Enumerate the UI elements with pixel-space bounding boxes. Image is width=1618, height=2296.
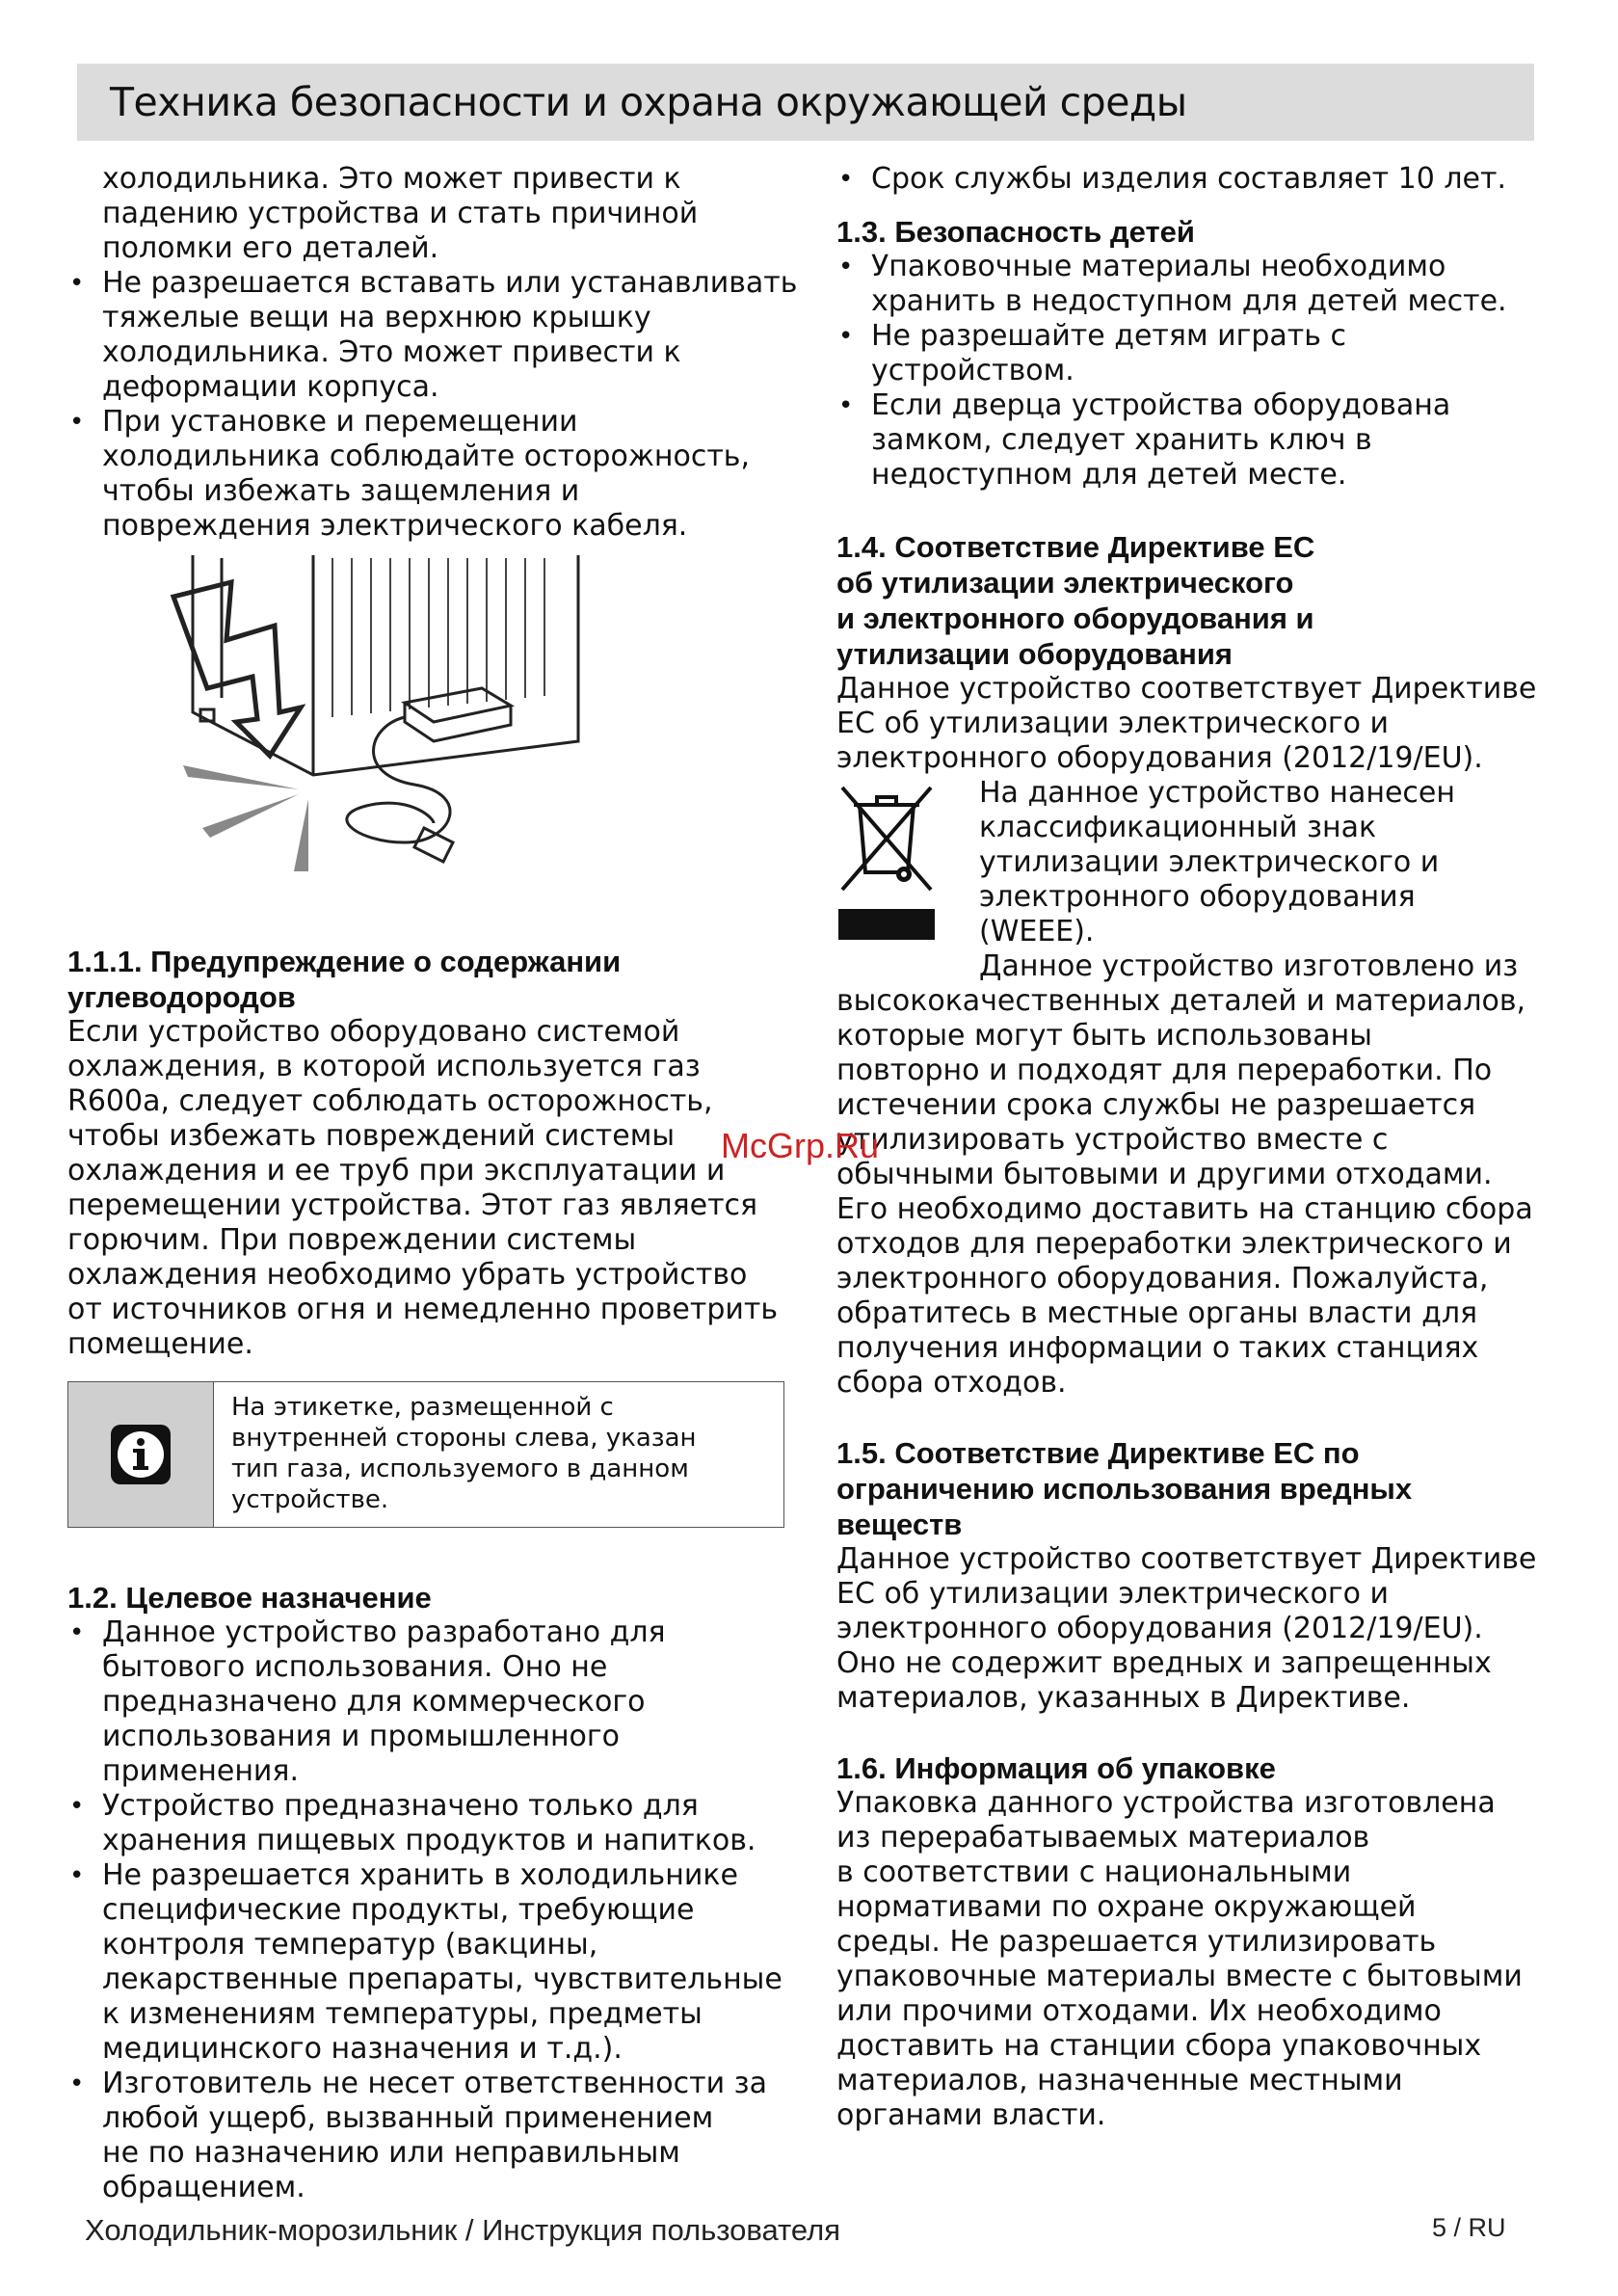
text-line: Упаковка данного устройства изготовлена	[836, 1786, 1496, 1820]
text-line: предназначено для коммерческого	[102, 1685, 646, 1719]
text-line: любой ущерб, вызванный применением	[102, 2101, 714, 2135]
list-item	[67, 1615, 800, 1789]
text-line: тяжелые вещи на верхнюю крышку	[102, 301, 651, 334]
cable-warning-illustration	[164, 553, 617, 886]
text-line: Его необходимо доставить на станцию сбора	[836, 1192, 1533, 1226]
text-line: нормативами по охране окружающей	[836, 1890, 1417, 1924]
section-1-5	[836, 1435, 1546, 1716]
title-line: 1.5. Соответствие Директиве ЕС по	[836, 1436, 1360, 1470]
text-line: упаковочные материалы вместе с бытовыми	[836, 1960, 1523, 1993]
page-number: 5 / RU	[1432, 2213, 1506, 2242]
title-line: 1.4. Соответствие Директиве ЕС	[836, 530, 1315, 564]
text-line: Данное устройство соответствует Директиве	[836, 1542, 1537, 1576]
section-1-2	[67, 1580, 800, 2205]
list-item	[836, 388, 1546, 493]
text-line: ЕС об утилизации электрического и	[836, 1577, 1390, 1611]
text-line: • Не разрешайте детям играть с	[871, 319, 1346, 353]
text-line: • Не разрешается вставать или устанавливать	[102, 266, 798, 300]
text-line: поломки его деталей.	[102, 231, 439, 265]
section-1-4	[836, 529, 1546, 1401]
text-line: устройством.	[871, 354, 1074, 387]
text-line: холодильника соблюдайте осторожность,	[102, 440, 751, 473]
text-line: использования и промышленного	[102, 1720, 621, 1753]
text-line: контроля температур (вакцины,	[102, 1928, 598, 1962]
text-line: высококачественных деталей и материалов,	[836, 984, 1526, 1018]
text-line: сбора отходов.	[836, 1366, 1067, 1400]
title-line: ограничению использования вредных	[836, 1472, 1413, 1506]
page-header	[77, 64, 1534, 141]
continued-text	[67, 162, 800, 266]
text-line: помещение.	[67, 1327, 253, 1361]
text-line: внутренней стороны слева, указан	[231, 1424, 697, 1453]
text-line: • Устройство предназначено только для	[102, 1789, 699, 1823]
section-1-1-1	[67, 944, 800, 1362]
text-line: охлаждения необходимо убрать устройство	[67, 1258, 748, 1292]
text-line: медицинского назначения и т.д.).	[102, 2032, 623, 2066]
list-item	[67, 2067, 800, 2205]
text-line: электронного оборудования. Пожалуйста,	[836, 1262, 1489, 1295]
text-line: замком, следует хранить ключ в	[871, 423, 1372, 457]
right-column	[836, 162, 1546, 2133]
text-line: холодильника. Это может привести к	[102, 162, 681, 196]
text-line: или прочими отходами. Их необходимо	[836, 1994, 1442, 2028]
list-item	[67, 1858, 800, 2067]
info-box	[67, 1381, 784, 1528]
text-line: охлаждения, в которой используется газ	[67, 1050, 701, 1083]
text-line: перемещении устройства. Этот газ является	[67, 1188, 758, 1222]
text-line: лекарственные препараты, чувствительные	[102, 1962, 782, 1996]
list-item	[67, 1789, 800, 1858]
text-line: повреждения электрического кабеля.	[102, 509, 688, 543]
text-line: применения.	[102, 1754, 300, 1788]
text-line: не по назначению или неправильным	[102, 2136, 680, 2170]
list-item	[836, 250, 1546, 319]
info-text	[214, 1382, 714, 1527]
text-line: электронного оборудования	[979, 880, 1416, 914]
section-title: 1.3. Безопасность детей	[836, 215, 1195, 249]
text-line: хранения пищевых продуктов и напитков.	[102, 1824, 756, 1857]
text-line: обычными бытовыми и другими отходами.	[836, 1158, 1493, 1191]
text-line: Оно не содержит вредных и запрещенных	[836, 1646, 1492, 1680]
text-line: получения информации о таких станциях	[836, 1331, 1479, 1365]
list-item	[67, 266, 800, 405]
text-line: в соответствии с национальными	[836, 1855, 1352, 1889]
weee-icon-cell	[836, 776, 979, 984]
crossed-bin-icon	[836, 776, 937, 949]
section-body	[67, 1015, 800, 1362]
text-line: • Не разрешается хранить в холодильнике	[102, 1858, 738, 1892]
text-line: устройстве.	[231, 1485, 389, 1514]
title-line: об утилизации электрического	[836, 566, 1294, 600]
text-line: материалов, назначенные местными	[836, 2064, 1403, 2097]
text-line: тип газа, используемого в данном	[231, 1455, 689, 1483]
list-item	[836, 319, 1546, 388]
text-line: горючим. При повреждении системы	[67, 1223, 637, 1257]
text-line: ЕС об утилизации электрического и	[836, 707, 1390, 740]
text-line: чтобы избежать защемления и	[102, 474, 580, 508]
text-line: материалов, указанных в Директиве.	[836, 1681, 1411, 1715]
section-title	[836, 529, 1546, 672]
text-line: специфические продукты, требующие	[102, 1893, 695, 1927]
left-column	[67, 162, 800, 2205]
weee-text	[979, 776, 1518, 984]
text-line: электронного оборудования (2012/19/EU).	[836, 741, 1483, 775]
bullet-list-top	[836, 162, 1546, 197]
bullet-list	[836, 250, 1546, 493]
text-line: холодильника. Это может привести к	[102, 335, 681, 369]
text-line: утилизации электрического и	[979, 845, 1440, 879]
text-line: (WEEE).	[979, 915, 1095, 948]
text-line: деформации корпуса.	[102, 370, 439, 404]
section-title	[836, 1435, 1546, 1542]
section-1-6	[836, 1750, 1546, 2133]
text-line: хранить в недоступном для детей месте.	[871, 284, 1507, 318]
text-line: чтобы избежать повреждений системы	[67, 1119, 676, 1153]
title-line: и электронного оборудования и	[836, 601, 1314, 635]
text-line: недоступном для детей месте.	[871, 458, 1347, 492]
text-line: повторно и подходят для переработки. По	[836, 1054, 1493, 1087]
title-line: 1.1.1. Предупреждение о содержании	[67, 945, 622, 978]
text-line: классификационный знак	[979, 811, 1377, 844]
text-line: Данное устройство изготовлено из	[979, 949, 1519, 983]
watermark: McGrp.Ru	[721, 1126, 880, 1165]
text-line: Если устройство оборудовано системой	[67, 1015, 680, 1049]
text-line: • Если дверца устройства оборудована	[871, 388, 1451, 422]
section-1-3	[836, 214, 1546, 493]
text-line: бытового использования. Оно не	[102, 1650, 608, 1684]
list-item	[67, 405, 800, 544]
weee-block	[836, 776, 1546, 984]
section-title: 1.6. Информация об упаковке	[836, 1751, 1276, 1785]
text-line: утилизировать устройство вместе с	[836, 1123, 1389, 1157]
text-line: среды. Не разрешается утилизировать	[836, 1925, 1437, 1959]
text-line: из перерабатываемых материалов	[836, 1821, 1370, 1855]
section-title: 1.2. Целевое назначение	[67, 1581, 432, 1615]
text-line: R600a, следует соблюдать осторожность,	[67, 1084, 713, 1118]
text-line: • Упаковочные материалы необходимо	[871, 250, 1446, 283]
text-line: • Данное устройство разработано для	[102, 1615, 666, 1649]
title-line: углеводородов	[67, 980, 296, 1014]
bullet-list	[67, 1615, 800, 2205]
bullet-list-top	[67, 266, 800, 544]
text-line: На этикетке, размещенной с	[231, 1393, 614, 1422]
footer-text: Холодильник-морозильник / Инструкция пользователя	[85, 2213, 840, 2247]
text-line: которые могут быть использованы	[836, 1019, 1372, 1053]
text-line: На данное устройство нанесен	[979, 776, 1455, 810]
title-line: веществ	[836, 1508, 963, 1541]
page-title: Техника безопасности и охрана окружающей среды	[110, 79, 1187, 125]
text-line: обратитесь в местные органы власти для	[836, 1296, 1478, 1330]
section-title	[67, 944, 800, 1015]
text-line: органами власти.	[836, 2098, 1106, 2132]
text-line: от источников огня и немедленно проветрить	[67, 1293, 779, 1326]
text-line: • При установке и перемещении	[102, 405, 578, 439]
text-line: падению устройства и стать причиной	[102, 197, 699, 230]
text-line: истечении срока службы не разрешается	[836, 1088, 1476, 1122]
text-line: • Изготовитель не несет ответственности за	[102, 2067, 767, 2100]
title-line: утилизации оборудования	[836, 637, 1233, 671]
text-line: обращением.	[102, 2171, 305, 2204]
text-line: доставить на станции сбора упаковочных	[836, 2029, 1482, 2063]
info-icon-box	[68, 1382, 214, 1527]
text-line: Данное устройство соответствует Директиве	[836, 672, 1537, 706]
text-line: охлаждения и ее труб при эксплуатации и	[67, 1154, 726, 1188]
text-line: отходов для переработки электрического и	[836, 1227, 1512, 1261]
list-item: • Срок службы изделия составляет 10 лет.	[836, 162, 1546, 197]
text-line: электронного оборудования (2012/19/EU).	[836, 1612, 1483, 1645]
info-icon	[109, 1423, 172, 1486]
text-line: к изменениям температуры, предметы	[102, 1997, 703, 2031]
